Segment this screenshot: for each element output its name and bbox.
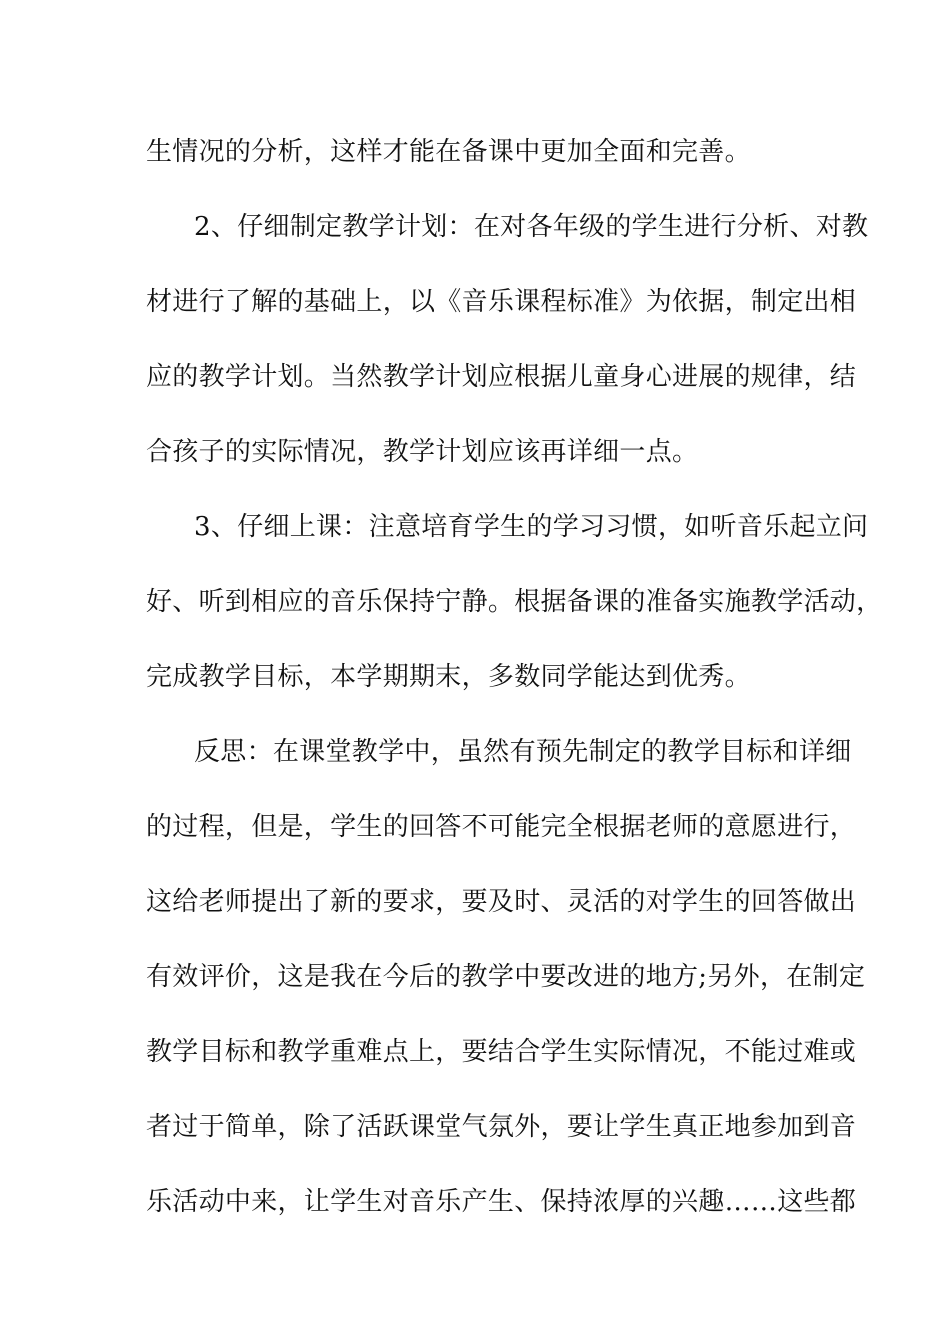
text-line: 合孩子的实际情况，教学计划应该再详细一点。 [146, 437, 699, 467]
text-line: 好、听到相应的音乐保持宁静。根据备课的准备实施教学活动， [146, 587, 883, 617]
text-line: 这给老师提出了新的要求，要及时、灵活的对学生的回答做出 [146, 887, 857, 917]
text-line: 者过于简单，除了活跃课堂气氛外，要让学生真正地参加到音 [146, 1112, 857, 1142]
text-line: 完成教学目标，本学期期末，多数同学能达到优秀。 [146, 662, 751, 692]
text-line: 教学目标和教学重难点上，要结合学生实际情况，不能过难或 [146, 1037, 857, 1067]
text-line: 生情况的分析，这样才能在备课中更加全面和完善。 [146, 137, 751, 167]
text-line: 有效评价，这是我在今后的教学中要改进的地方;另外，在制定 [146, 962, 866, 992]
text-line: 的过程，但是，学生的回答不可能完全根据老师的意愿进行， [146, 812, 857, 842]
text-line: 应的教学计划。当然教学计划应根据儿童身心进展的规律，结 [146, 362, 857, 392]
text-line: 3、仔细上课：注意培育学生的学习习惯，如听音乐起立问 [194, 512, 869, 542]
text-line: 乐活动中来，让学生对音乐产生、保持浓厚的兴趣……这些都 [146, 1187, 857, 1217]
text-line: 反思：在课堂教学中，虽然有预先制定的教学目标和详细 [194, 737, 852, 767]
text-line: 材进行了解的基础上，以《音乐课程标准》为依据，制定出相 [146, 287, 857, 317]
text-line: 2、仔细制定教学计划：在对各年级的学生进行分析、对教 [194, 212, 869, 242]
